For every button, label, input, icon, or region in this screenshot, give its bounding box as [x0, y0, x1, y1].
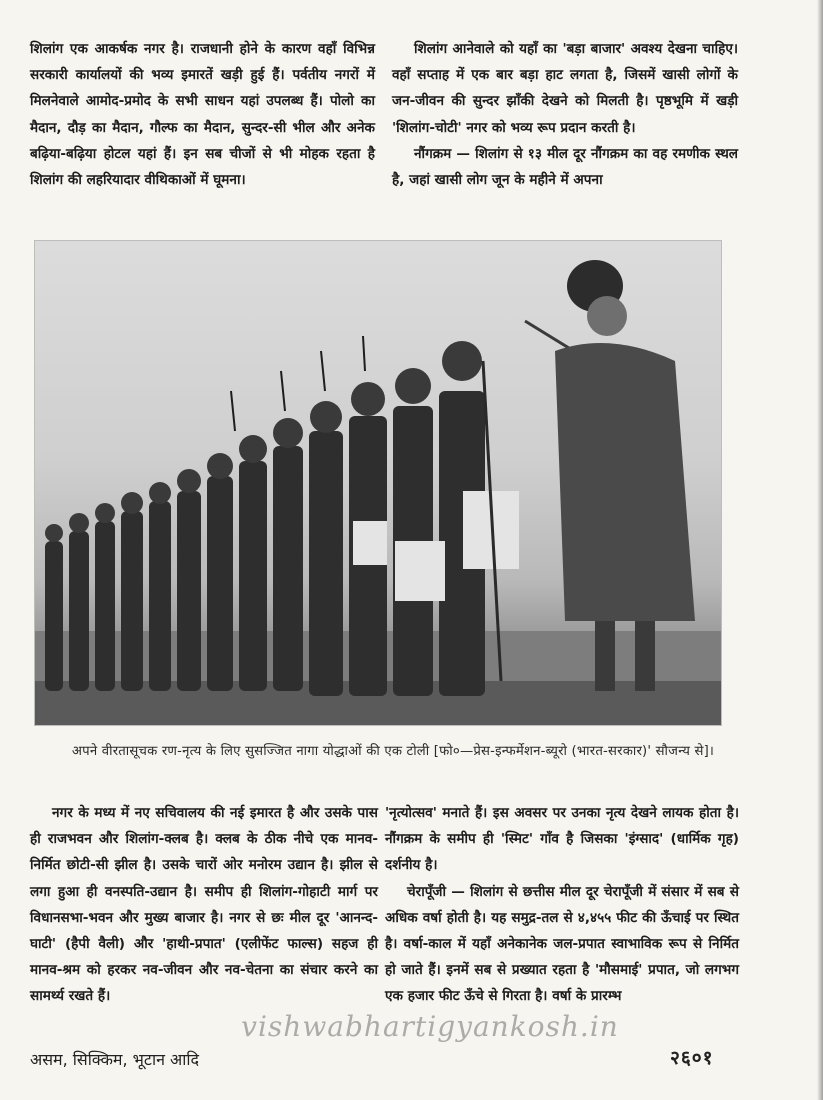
- text-column-bottom-right: [385, 800, 739, 1010]
- text-column-top-right: [392, 36, 738, 193]
- paragraph: शिलांग आनेवाले को यहाँ का 'बड़ा बाजार' अवश्य देखना चाहिए। वहाँ सप्ताह में एक बार बड़ा हाट लगता है, जिसमें खासी लोगों के जन-जीवन की सुन्दर झाँकी देखने को मिलती है। पृष्ठभूमि में खड़ी 'शिलांग-चोटी' नगर को भव्य रूप प्रदान करती है।: [392, 41, 738, 136]
- paragraph: नगर के मध्य में नए सचिवालय की नई इमारत है और उसके पास ही राजभवन और शिलांग-क्लब है। क्लब के ठीक नीचे एक मानव-निर्मित छोटी-सी झील है। उसके चारों ओर मनोरम उद्यान है। झील से लगा हुआ ही वनस्पति-उद्यान है। समीप ही शिलांग-गोहाटी मार्ग पर विधानसभा-भवन और मुख्य बाजार है। नगर से छः मील दूर 'आनन्द-घाटी' (हैपी वैली) और 'हाथी-प्रपात' (एलीफेंट फाल्स) सहज ही मानव-श्रम को हरकर नव-जीवन और नव-चेतना का संचार करने का सामर्थ्य रखते हैं।: [30, 805, 378, 1005]
- text-column-top-left: [30, 36, 375, 193]
- paragraph: नौंगक्रम — शिलांग से १३ मील दूर नौंगक्रम का वह रमणीक स्थल है, जहां खासी लोग जून के महीने में अपना: [392, 145, 738, 189]
- paragraph: 'नृत्योत्सव' मनाते हैं। इस अवसर पर उनका नृत्य देखने लायक होता है। नौंगक्रम के समीप ही 'स्मिट' गाँव है जिसका 'इंग्साद' (धार्मिक गृह) दर्शनीय है।: [385, 805, 739, 874]
- text-column-bottom-left: [30, 800, 378, 1010]
- photo-illustration: [35, 241, 721, 725]
- running-footer: असम, सिक्किम, भूटान आदि: [30, 1050, 200, 1069]
- paragraph: शिलांग एक आकर्षक नगर है। राजधानी होने के कारण वहाँ विभिन्न सरकारी कार्यालयों की भव्य इमारतें खड़ी हुई हैं। पर्वतीय नगरों में मिलनेवाले आमोद-प्रमोद के सभी साधन यहां उपलब्ध हैं। पोलो का मैदान, दौड़ का मैदान, गौल्फ का मैदान, सुन्दर-सी भील और अनेक बढ़िया-बढ़िया होटल यहां हैं। इन सब चीजों से भी मोहक रहता है शिलांग की लहरियादार वीथिकाओं में घूमना।: [30, 41, 375, 189]
- page-edge-shadow: [817, 0, 823, 1100]
- page-number: २६०१: [670, 1047, 714, 1069]
- naga-warriors-photo: [34, 240, 722, 726]
- watermark: vishwabhartigyankosh.in: [241, 1010, 619, 1043]
- paragraph: चेरापूँजी — शिलांग से छत्तीस मील दूर चेरापूँजी में संसार में सब से अधिक वर्षा होती है। यह समुद्र-तल से ४,४५५ फीट की ऊँचाई पर स्थित है। वर्षा-काल में यहाँ अनेकानेक जल-प्रपात स्वाभाविक रूप से निर्मित हो जाते हैं। इनमें सब से प्रख्यात रहता है 'मौसमाई' प्रपात, जो लगभग एक हजार फीट ऊँचे से गिरता है। वर्षा के प्रारम्भ: [385, 883, 739, 1005]
- photo-caption: अपने वीरतासूचक रण-नृत्य के लिए सुसज्जित नागा योद्धाओं की एक टोली [फो०—प्रेस-इन्फर्मेशन-ब्यूरो (भारत-सरकार)' सौजन्य से]।: [71, 744, 715, 759]
